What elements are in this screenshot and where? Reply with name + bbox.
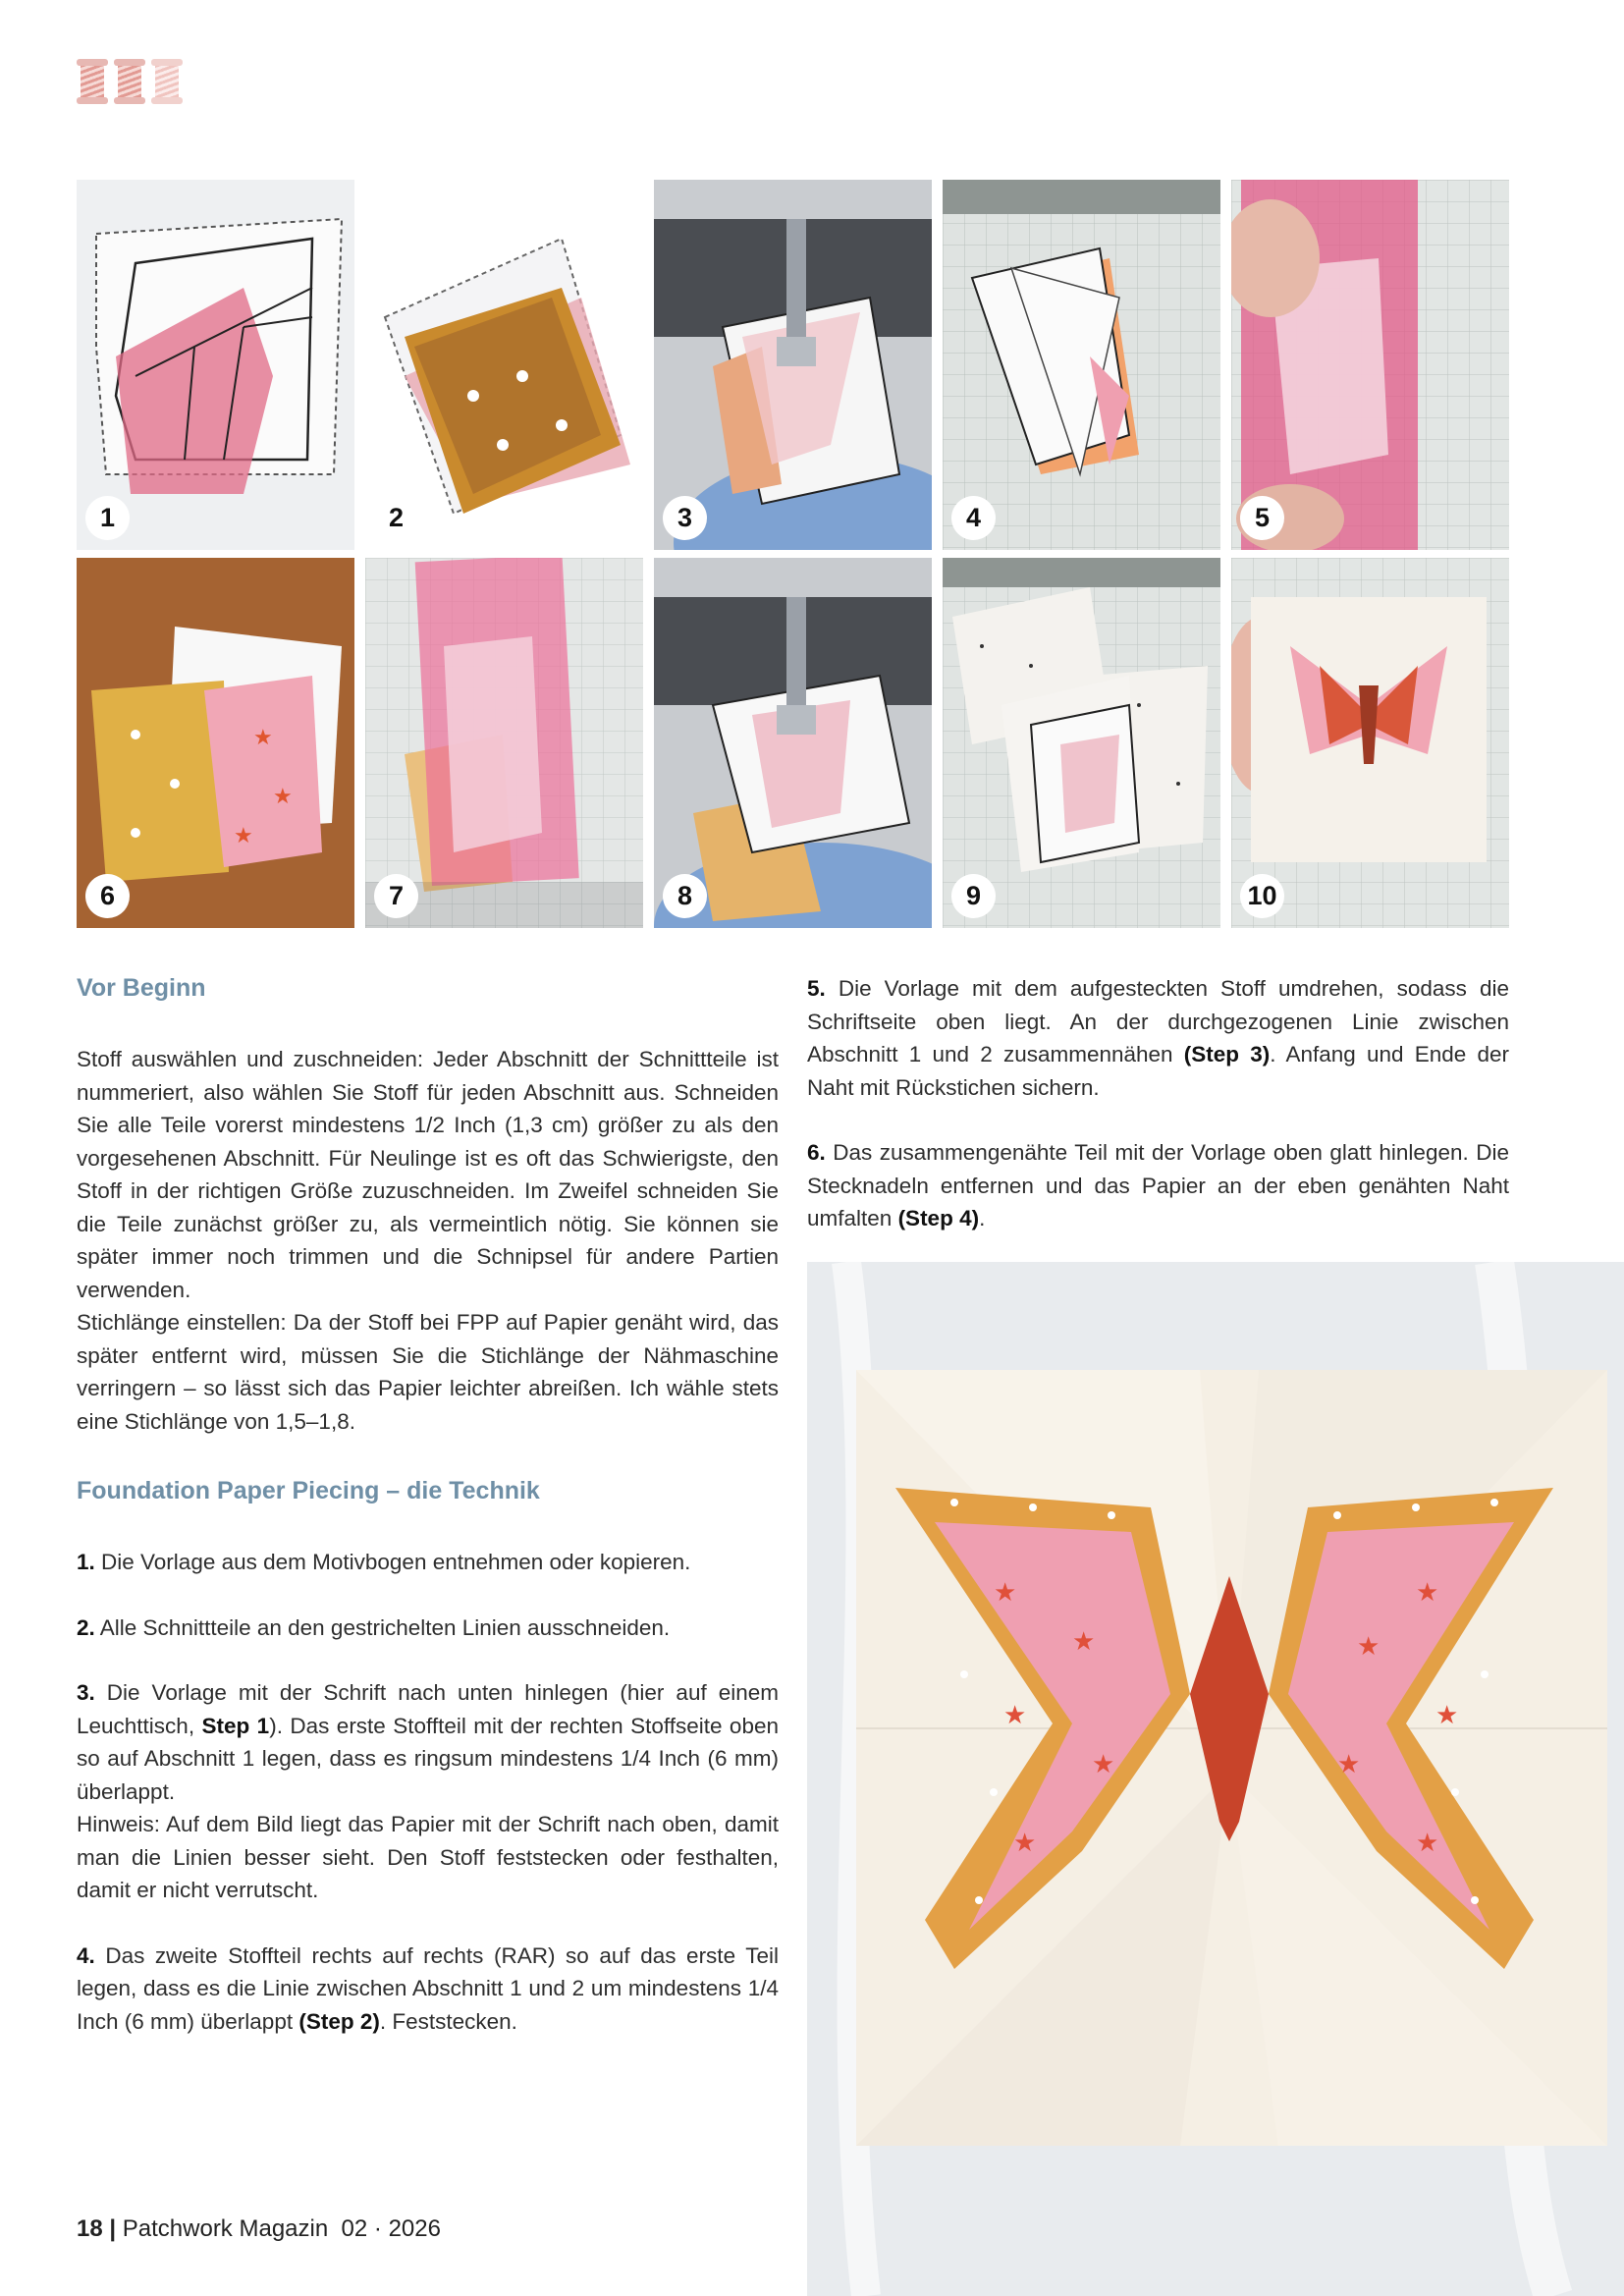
step-4-number: 4. [77, 1942, 95, 1968]
step-5-text-b: . Anfang und Ende der Naht mit Rückstichen sichern. [807, 1042, 1509, 1100]
step-4-text-b: . Feststecken. [379, 2008, 517, 2034]
svg-text:★: ★ [1003, 1701, 1027, 1730]
svg-text:★: ★ [1357, 1632, 1380, 1662]
step-5-paragraph [807, 972, 1509, 1104]
section-heading-vor-beginn: Vor Beginn [77, 974, 206, 1002]
step-2-number: 2. [77, 1614, 95, 1640]
issue-number: 02 · 2026 [341, 2215, 441, 2242]
thread-spools-icon [77, 59, 185, 104]
magazine-name: Patchwork Magazin [122, 2215, 329, 2242]
step-5-number: 5. [807, 976, 826, 1001]
step-6-paragraph [807, 1136, 1509, 1235]
step-6-ref: (Step 4) [897, 1206, 980, 1230]
step-2-paragraph [77, 1612, 779, 1645]
step-number-badge: 10 [1240, 874, 1284, 918]
step-3-paragraph [77, 1676, 779, 1808]
step-photo-5 [1231, 180, 1509, 550]
step-photo-6 [77, 558, 354, 928]
step-6-text-b: . [979, 1206, 986, 1230]
step-number-badge: 9 [951, 874, 996, 918]
section-heading-technique: Foundation Paper Piecing – die Technik [77, 1477, 540, 1504]
step-3-text-a: Die Vorlage mit der Schrift nach unten hinlegen (hier auf einem Leuchttisch, [77, 1680, 779, 1738]
step-photo-3 [654, 180, 932, 550]
step-number-badge: 8 [663, 874, 707, 918]
svg-text:★: ★ [273, 784, 293, 808]
step-5-ref: (Step 3) [1183, 1042, 1271, 1066]
step-number-badge: 5 [1240, 496, 1284, 540]
step-1-text: Die Vorlage aus dem Motivbogen entnehmen oder kopieren. [94, 1550, 691, 1574]
step-6-number: 6. [807, 1140, 826, 1165]
step-4-text-a: Das zweite Stoffteil rechts auf rechts (RAR) so auf das erste Teil legen, dass es die Linie zwischen Abschnitt 1 und 2 um mindestens 1/4 Inch (6 mm) überlappt [77, 1942, 779, 2034]
svg-text:★: ★ [1013, 1829, 1037, 1858]
step-photo-1 [77, 180, 354, 550]
svg-text:★: ★ [1337, 1750, 1361, 1779]
page-number: 18 [77, 2215, 103, 2242]
step-6-text-a: Das zusammengenähte Teil mit der Vorlage oben glatt hinlegen. Die Stecknadeln entfernen und das Papier an der eben genähten Naht umfalten [807, 1140, 1509, 1230]
step-photo-4 [943, 180, 1220, 550]
svg-text:★: ★ [1416, 1829, 1439, 1858]
svg-text:★: ★ [234, 823, 253, 847]
step-3-text-b: ). Das erste Stoffteil mit der rechten Stoffseite oben so auf Abschnitt 1 legen, dass es ringsum mindestens 1/4 Inch (6 mm) überlappt. [77, 1713, 779, 1804]
step-number-badge: 4 [951, 496, 996, 540]
step-3-ref: Step 1 [201, 1713, 270, 1738]
step-photo-2 [365, 180, 643, 550]
page-footer [77, 2215, 441, 2243]
step-4-paragraph [77, 1940, 779, 2039]
left-column [77, 972, 779, 2070]
step-number-badge: 6 [85, 874, 130, 918]
step-3-number: 3. [77, 1680, 95, 1705]
step-3-hint: Hinweis: Auf dem Bild liegt das Papier mit der Schrift nach oben, damit man die Linien besser sieht. Den Stoff feststecken oder festhalten, damit er nicht verrutscht. [77, 1812, 779, 1902]
step-4-ref: (Step 2) [298, 2008, 380, 2034]
step-photo-10 [1231, 558, 1509, 928]
step-photo-7 [365, 558, 643, 928]
svg-text:★: ★ [253, 725, 273, 749]
svg-text:★: ★ [1435, 1701, 1459, 1730]
step-2-text: Alle Schnittteile an den gestrichelten Linien ausschneiden. [94, 1614, 671, 1640]
intro-paragraph-stitch: Stichlänge einstellen: Da der Stoff bei FPP auf Papier genäht wird, das später entfernt wird, müssen Sie die Stichlänge der Nähmaschine verringern – so lässt sich das Papier leichter abreißen. Ich wähle stets eine Stichlänge von 1,5–1,8. [77, 1310, 779, 1434]
step-number-badge: 2 [374, 496, 418, 540]
footer-separator: | [109, 2215, 117, 2242]
step-1-paragraph [77, 1546, 779, 1579]
svg-text:★: ★ [1092, 1750, 1115, 1779]
intro-paragraph-fabric: Stoff auswählen und zuschneiden: Jeder Abschnitt der Schnittteile ist nummeriert, also wählen Sie Stoff für jeden Abschnitt aus. Schneiden Sie alle Teile vorerst mindestens 1/2 Inch (1,3 cm) größer zu als den vorgesehenen Abschnitt. Für Neulinge ist es oft das Schwierigste, den Stoff in der richtigen Größe zuzuschneiden. Im Zweifel schneiden Sie die Teile zunächst größer zu, als vermeintlich nötig. Sie können sie später immer noch trimmen und die Schnipsel für andere Partien verwenden. [77, 1047, 779, 1302]
step-5-text-a: Die Vorlage mit dem aufgesteckten Stoff umdrehen, sodass die Schriftseite oben liegt. An der durchgezogenen Linie zwischen Abschnitt 1 und 2 zusammennähen [807, 976, 1509, 1066]
butterfly-quilt-block-photo [807, 1262, 1624, 2296]
step-1-number: 1. [77, 1550, 95, 1574]
svg-text:★: ★ [1416, 1578, 1439, 1608]
step-photo-8 [654, 558, 932, 928]
step-number-badge: 1 [85, 496, 130, 540]
right-column [807, 972, 1509, 1268]
step-number-badge: 3 [663, 496, 707, 540]
step-photo-9 [943, 558, 1220, 928]
svg-text:★: ★ [994, 1578, 1017, 1608]
step-photo-grid [77, 180, 1509, 928]
step-number-badge: 7 [374, 874, 418, 918]
svg-text:★: ★ [1072, 1627, 1096, 1657]
